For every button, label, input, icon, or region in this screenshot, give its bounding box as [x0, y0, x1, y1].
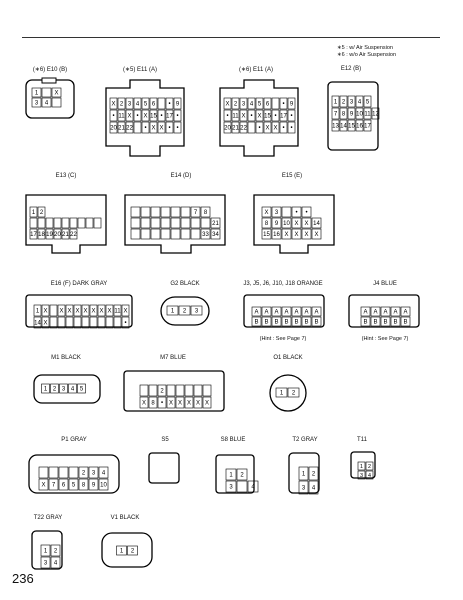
pin-label: 10 — [283, 221, 290, 227]
pin-label: X — [41, 482, 46, 489]
pin-label: 3 — [349, 99, 354, 106]
pin-label: 8 — [341, 111, 346, 118]
pin-label: 9 — [289, 101, 294, 108]
pin-label: 10 — [100, 482, 107, 489]
pin-label: 4 — [101, 470, 106, 477]
pin-label: 7 — [193, 210, 198, 216]
label-s8: S8 BLUE — [220, 437, 246, 443]
pin-label: • — [282, 101, 285, 108]
connector-s8 — [210, 449, 260, 499]
label-j4: J4 BLUE — [373, 281, 397, 287]
pin-label: 21 — [212, 221, 219, 227]
label-e16: E16 (F) DARK GRAY — [50, 281, 108, 287]
pin-label: X — [204, 400, 210, 407]
pin-cell — [131, 207, 140, 217]
pin-label: 5 — [365, 99, 370, 106]
pin-label: 17 — [364, 123, 371, 130]
pin-label: X — [294, 221, 299, 227]
connector-e10 — [22, 78, 82, 123]
pin-label: 20 — [54, 232, 61, 238]
pin-label: 4 — [44, 100, 49, 107]
pin-label: 2 — [52, 386, 57, 393]
pin-label: • — [168, 101, 171, 108]
pin-cell — [181, 229, 190, 239]
pin-label: 3 — [127, 101, 132, 108]
pin-label: 11 — [232, 113, 239, 120]
pin-label: 21 — [232, 125, 239, 132]
pin-label: A — [284, 309, 289, 316]
pin-label: 20 — [224, 125, 231, 132]
connector-j4 — [345, 291, 425, 333]
pin-cell — [171, 229, 180, 239]
pin-cell — [134, 122, 141, 133]
pin-label: 1 — [43, 386, 48, 393]
pin-label: • — [176, 113, 179, 120]
pin-cell — [141, 229, 150, 239]
pin-label: 21 — [118, 125, 125, 132]
pin-label: 2 — [81, 470, 86, 477]
pin-label: 1 — [35, 308, 40, 315]
hint-j4: (Hint : See Page 7) — [361, 336, 409, 342]
pin-cell — [50, 305, 57, 316]
pin-label: X — [151, 125, 156, 132]
pin-label: 4 — [70, 386, 75, 393]
pin-label: 2 — [311, 471, 316, 478]
label-m7: M7 BLUE — [160, 355, 186, 361]
connector-e12 — [324, 76, 384, 156]
pin-label: 3 — [274, 210, 279, 216]
pin-label: 3 — [360, 473, 363, 479]
pin-cell — [158, 98, 165, 109]
pin-label: 1 — [360, 464, 363, 470]
pin-label: X — [195, 400, 201, 407]
pin-cell — [151, 207, 160, 217]
pin-cell — [151, 229, 160, 239]
connector-g2 — [155, 291, 215, 333]
pin-label: X — [111, 101, 116, 108]
pin-label: 33 — [202, 232, 209, 238]
label-m1: M1 BLACK — [51, 355, 81, 361]
pin-label: 3 — [91, 470, 96, 477]
pin-cell — [69, 467, 78, 478]
header-rule — [22, 37, 440, 38]
pin-label: 9 — [175, 101, 180, 108]
pin-label: 6 — [61, 482, 66, 489]
label-e15: E15 (E) — [281, 173, 303, 179]
pin-label: X — [54, 90, 59, 97]
pin-label: 12 — [372, 111, 379, 118]
pin-label: X — [143, 113, 148, 120]
connector-t2 — [285, 449, 325, 499]
pin-label: 1 — [43, 548, 48, 555]
pin-label: X — [294, 232, 299, 238]
pin-label: B — [393, 319, 398, 326]
pin-label: 4 — [368, 473, 371, 479]
pin-label: 8 — [203, 210, 208, 216]
label-e13: E13 (C) — [55, 173, 77, 179]
pin-label: 8 — [264, 221, 269, 227]
legend-line-1: ∗5 : w/ Air Suspension — [337, 45, 393, 51]
label-o1: O1 BLACK — [273, 355, 303, 361]
pin-label: 1 — [170, 308, 175, 315]
pin-label: • — [258, 125, 261, 132]
pin-label: 4 — [249, 101, 254, 108]
pin-label: X — [284, 232, 289, 238]
connector-t22 — [28, 527, 68, 573]
connector-o1 — [260, 367, 320, 417]
pin-label: 13 — [332, 123, 339, 130]
pin-label: 3 — [34, 100, 39, 107]
pin-cell — [86, 218, 93, 228]
pin-label: 8 — [81, 482, 86, 489]
pin-label: X — [257, 113, 262, 120]
pin-cell — [171, 207, 180, 217]
pin-label: X — [159, 125, 164, 132]
pin-label: 5 — [143, 101, 148, 108]
pin-label: • — [295, 210, 298, 216]
pin-label: X — [264, 210, 269, 216]
pin-label: 19 — [46, 232, 53, 238]
pin-cell — [176, 385, 184, 396]
pin-label: A — [254, 309, 259, 316]
connector-e16 — [22, 291, 137, 333]
pin-cell — [70, 218, 77, 228]
pin-label: A — [383, 309, 388, 316]
connector-e15 — [250, 185, 340, 257]
pin-cell — [161, 218, 170, 228]
pin-label: 3 — [61, 386, 66, 393]
pin-label: A — [403, 309, 408, 316]
pin-label: 4 — [311, 485, 316, 492]
pin-label: X — [141, 400, 147, 407]
pin-label: X — [67, 308, 72, 315]
pin-label: X — [75, 308, 80, 315]
pin-label: 2 — [39, 210, 44, 216]
pin-label: 22 — [240, 125, 247, 132]
pin-cell — [49, 467, 58, 478]
pin-cell — [167, 385, 175, 396]
pin-cell — [191, 218, 200, 228]
pin-label: B — [304, 319, 309, 326]
pin-label: A — [363, 309, 368, 316]
pin-label: A — [373, 309, 378, 316]
pin-cell — [237, 481, 247, 492]
pin-label: 15 — [348, 123, 355, 130]
pin-label: 2 — [182, 308, 187, 315]
pin-label: 14 — [313, 221, 320, 227]
pin-cell — [94, 218, 101, 228]
label-g2: G2 BLACK — [170, 281, 200, 287]
pin-label: 7 — [51, 482, 56, 489]
pin-label: 1 — [229, 472, 233, 479]
label-e10: (∗6) E10 (B) — [32, 67, 68, 73]
pin-label: 14 — [340, 123, 347, 130]
pin-label: 11 — [114, 308, 121, 315]
pin-label: 6 — [151, 101, 156, 108]
pin-label: 11 — [118, 113, 125, 120]
pin-label: • — [305, 210, 308, 216]
pin-label: 2 — [130, 548, 135, 555]
pin-label: 3 — [241, 101, 246, 108]
connector-p1 — [25, 449, 125, 499]
pin-label: 15 — [263, 232, 270, 238]
pin-label: 4 — [251, 484, 255, 491]
pin-label: • — [282, 125, 285, 132]
pin-label: 2 — [291, 390, 296, 397]
pin-label: • — [226, 113, 229, 120]
pin-label: 1 — [119, 548, 124, 555]
pin-label: B — [254, 319, 259, 326]
pin-label: X — [241, 113, 246, 120]
pin-label: 16 — [356, 123, 363, 130]
pin-label: 1 — [31, 210, 36, 216]
pin-label: 15 — [264, 113, 271, 120]
pin-label: • — [168, 125, 171, 132]
pin-label: B — [294, 319, 299, 326]
pin-cell — [161, 207, 170, 217]
pin-cell — [272, 98, 279, 109]
pin-label: 2 — [160, 388, 164, 395]
pin-cell — [62, 218, 69, 228]
pin-label: 4 — [135, 101, 140, 108]
pin-cell — [131, 229, 140, 239]
label-p1: P1 GRAY — [61, 437, 87, 443]
connector-t11 — [348, 449, 378, 483]
pin-label: 1 — [301, 471, 306, 478]
pin-label: A — [274, 309, 279, 316]
pin-label: X — [314, 232, 319, 238]
pin-label: 5 — [71, 482, 76, 489]
pin-label: 5 — [257, 101, 262, 108]
pin-cell — [282, 207, 291, 217]
pin-cell — [141, 207, 150, 217]
label-e14: E14 (D) — [170, 173, 192, 179]
pin-label: 17 — [166, 113, 173, 120]
pin-label: • — [112, 113, 115, 120]
pin-label: X — [177, 400, 183, 407]
pin-label: X — [186, 400, 192, 407]
pin-label: 34 — [212, 232, 219, 238]
pin-label: B — [373, 319, 378, 326]
pin-label: 17 — [280, 113, 287, 120]
pin-label: 8 — [151, 400, 155, 407]
pin-label: X — [127, 113, 132, 120]
pin-cell — [38, 218, 45, 228]
pin-label: B — [403, 319, 408, 326]
pin-cell — [52, 98, 61, 107]
label-j3: J3, J5, J6, J10, J18 ORANGE — [243, 281, 323, 287]
connector-e11-a6 — [214, 78, 304, 160]
pin-cell — [59, 467, 68, 478]
pin-label: 14 — [34, 320, 41, 327]
pin-label: X — [43, 308, 48, 315]
pin-cell — [46, 218, 53, 228]
hint-j3: (Hint : See Page 7) — [259, 336, 307, 342]
pin-label: • — [144, 125, 147, 132]
pin-label: 11 — [364, 111, 371, 118]
pin-label: B — [264, 319, 269, 326]
label-t2: T2 GRAY — [292, 437, 318, 443]
pin-label: X — [83, 308, 88, 315]
label-t22: T22 GRAY — [33, 515, 63, 521]
pin-label: 1 — [34, 90, 39, 97]
connector-e13 — [22, 185, 112, 257]
pin-label: B — [383, 319, 388, 326]
label-s5: S5 — [161, 437, 169, 443]
pin-label: • — [160, 400, 164, 407]
pin-label: X — [123, 308, 128, 315]
pin-label: 20 — [110, 125, 117, 132]
pin-cell — [161, 229, 170, 239]
pin-cell — [248, 122, 255, 133]
pin-label: • — [274, 113, 277, 120]
pin-label: X — [107, 308, 112, 315]
pin-label: • — [250, 113, 253, 120]
pin-label: 2 — [53, 548, 58, 555]
pin-label: 3 — [194, 308, 199, 315]
pin-cell — [191, 229, 200, 239]
pin-label: 2 — [368, 464, 371, 470]
label-e12: E12 (B) — [340, 66, 362, 72]
pin-cell — [30, 218, 37, 228]
pin-label: A — [294, 309, 299, 316]
connector-m1 — [30, 367, 105, 412]
legend-line-2: ∗6 : w/o Air Suspension — [337, 52, 397, 58]
pin-label: X — [91, 308, 96, 315]
pin-cell — [151, 218, 160, 228]
pin-label: • — [124, 320, 127, 327]
connector-e14 — [121, 185, 231, 257]
pin-cell — [131, 218, 140, 228]
pin-label: X — [304, 232, 309, 238]
pin-label: 5 — [79, 386, 84, 393]
connector-s5 — [145, 449, 185, 489]
pin-label: 22 — [70, 232, 77, 238]
pin-label: A — [393, 309, 398, 316]
pin-label: 16 — [273, 232, 280, 238]
pin-label: 9 — [91, 482, 96, 489]
pin-label: • — [160, 113, 163, 120]
pin-label: X — [59, 308, 64, 315]
pin-cell — [54, 218, 61, 228]
pin-label: 2 — [233, 101, 238, 108]
pin-label: 15 — [150, 113, 157, 120]
pin-cell — [39, 467, 48, 478]
page-number: 236 — [12, 571, 34, 586]
pin-label: • — [136, 113, 139, 120]
pin-label: X — [265, 125, 270, 132]
label-e11-a5: (∗5) E11 (A) — [123, 67, 157, 73]
connector-v1 — [98, 527, 158, 573]
label-v1: V1 BLACK — [110, 515, 140, 521]
pin-label: X — [99, 308, 104, 315]
pin-label: B — [314, 319, 319, 326]
label-t11: T11 — [357, 437, 367, 443]
pin-label: A — [264, 309, 269, 316]
pin-label: X — [304, 221, 309, 227]
pin-label: 3 — [43, 560, 48, 567]
connector-e11-a5 — [100, 78, 190, 160]
pin-label: X — [168, 400, 174, 407]
pin-label: 6 — [265, 101, 270, 108]
pin-label: 1 — [333, 99, 338, 106]
pin-label: X — [43, 320, 48, 327]
pin-cell — [185, 385, 193, 396]
pin-cell — [78, 218, 85, 228]
pin-cell — [42, 88, 51, 97]
pin-cell — [141, 218, 150, 228]
pin-label: 18 — [38, 232, 45, 238]
pin-label: 4 — [357, 99, 362, 106]
pin-label: A — [304, 309, 309, 316]
pin-label: 9 — [274, 221, 279, 227]
pin-label: A — [314, 309, 319, 316]
legend — [337, 45, 396, 59]
pin-label: • — [290, 125, 293, 132]
pin-cell — [181, 207, 190, 217]
pin-label: 3 — [301, 485, 306, 492]
pin-label: 21 — [62, 232, 69, 238]
connector-j3 — [240, 291, 330, 333]
pin-cell — [201, 218, 210, 228]
pin-cell — [203, 385, 211, 396]
pin-label: X — [273, 125, 278, 132]
pin-cell — [140, 385, 148, 396]
pin-label: • — [290, 113, 293, 120]
pin-label: 9 — [349, 111, 354, 118]
pin-cell — [149, 385, 157, 396]
pin-label: 2 — [341, 99, 346, 106]
pin-label: 4 — [53, 560, 58, 567]
pin-label: B — [284, 319, 289, 326]
pin-cell — [181, 218, 190, 228]
pin-label: 2 — [119, 101, 124, 108]
pin-label: 2 — [240, 472, 244, 479]
pin-label: • — [176, 125, 179, 132]
pin-cell — [194, 385, 202, 396]
pin-label: 1 — [279, 390, 284, 397]
pin-label: 3 — [229, 484, 233, 491]
pin-label: B — [363, 319, 368, 326]
pin-cell — [171, 218, 180, 228]
label-e11-a6: (∗6) E11 (A) — [239, 67, 273, 73]
pin-label: 17 — [30, 232, 37, 238]
pin-label: B — [274, 319, 279, 326]
pin-label: 10 — [356, 111, 363, 118]
connector-m7 — [120, 367, 230, 417]
pin-label: X — [225, 101, 230, 108]
pin-label: 22 — [126, 125, 133, 132]
pin-label: 7 — [333, 111, 338, 118]
